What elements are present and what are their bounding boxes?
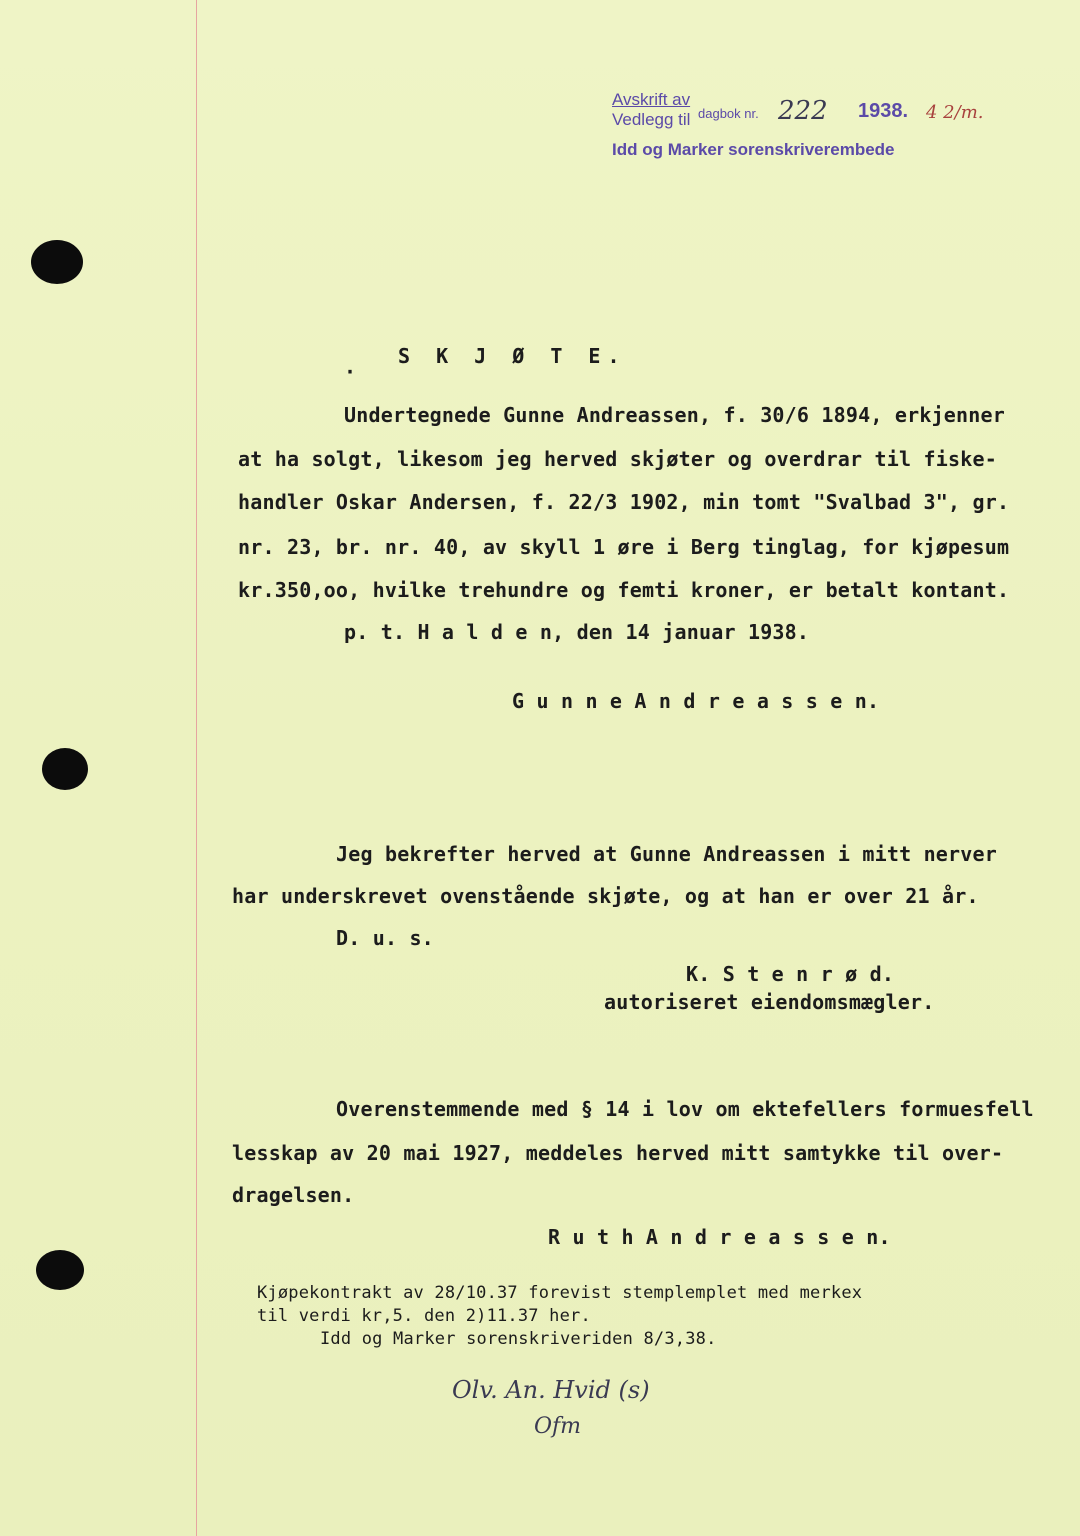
handwritten-signature: Olv. An. Hvid (s) (452, 1376, 650, 1404)
signature-gunne: G u n n e A n d r e a s s e n. (512, 689, 880, 713)
para1-line-2: at ha solgt, likesom jeg herved skjøter og overdrar til fiske- (238, 447, 997, 471)
para3-line-3: dragelsen. (232, 1183, 355, 1207)
para3-line-1: Overenstemmende med § 14 i lov om ektefellers formuesfell (336, 1097, 1034, 1121)
punch-hole-top (31, 240, 83, 284)
stamp-line-3: Idd og Marker sorenskriverembede (612, 140, 895, 159)
punch-hole-middle (42, 748, 88, 790)
document-title: S K J Ø T E. (398, 344, 627, 368)
punch-hole-bottom (36, 1250, 84, 1290)
signature-ruth: R u t h A n d r e a s s e n. (548, 1225, 891, 1249)
margin-line (196, 0, 197, 1536)
bullet-mark: · (344, 360, 357, 384)
note-line-1: Kjøpekontrakt av 28/10.37 forevist stemplemplet med merkex (257, 1283, 863, 1303)
para2-line-2: har underskrevet ovenstående skjøte, og at han er over 21 år. (232, 884, 979, 908)
para3-line-2: lesskap av 20 mai 1927, meddeles herved mitt samtykke til over- (232, 1141, 1004, 1165)
note-line-3: Idd og Marker sorenskriveriden 8/3,38. (320, 1329, 717, 1349)
stamp-line-1: Avskrift av (612, 90, 691, 109)
stamp-dagbok-label: dagbok nr. (698, 106, 759, 121)
dus-mark: D. u. s. (336, 926, 434, 950)
para1-line-3: handler Oskar Andersen, f. 22/3 1902, min tomt "Svalbad 3", gr. (238, 490, 1010, 514)
stamp-extra-mark: 4 2/m. (926, 102, 984, 123)
note-line-2: til verdi kr,5. den 2)11.37 her. (257, 1306, 591, 1326)
para1-line-4: nr. 23, br. nr. 40, av skyll 1 øre i Berg tinglag, for kjøpesum (238, 535, 1010, 559)
stamp-line-2: Vedlegg til (612, 110, 691, 129)
witness-title: autoriseret eiendomsmægler. (604, 990, 935, 1014)
witness-name: K. S t e n r ø d. (686, 962, 895, 986)
handwritten-initials: Ofm (534, 1414, 582, 1439)
para1-line-5: kr.350,oo, hvilke trehundre og femti kroner, er betalt kontant. (238, 578, 1010, 602)
stamp-year: 1938. (858, 100, 909, 122)
dagbok-number: 222 (778, 96, 828, 126)
place-date: p. t. H a l d e n, den 14 januar 1938. (344, 620, 810, 644)
para1-line-1: Undertegnede Gunne Andreassen, f. 30/6 1894, erkjenner (344, 403, 1006, 427)
para2-line-1: Jeg bekrefter herved at Gunne Andreassen i mitt nerver (336, 842, 998, 866)
